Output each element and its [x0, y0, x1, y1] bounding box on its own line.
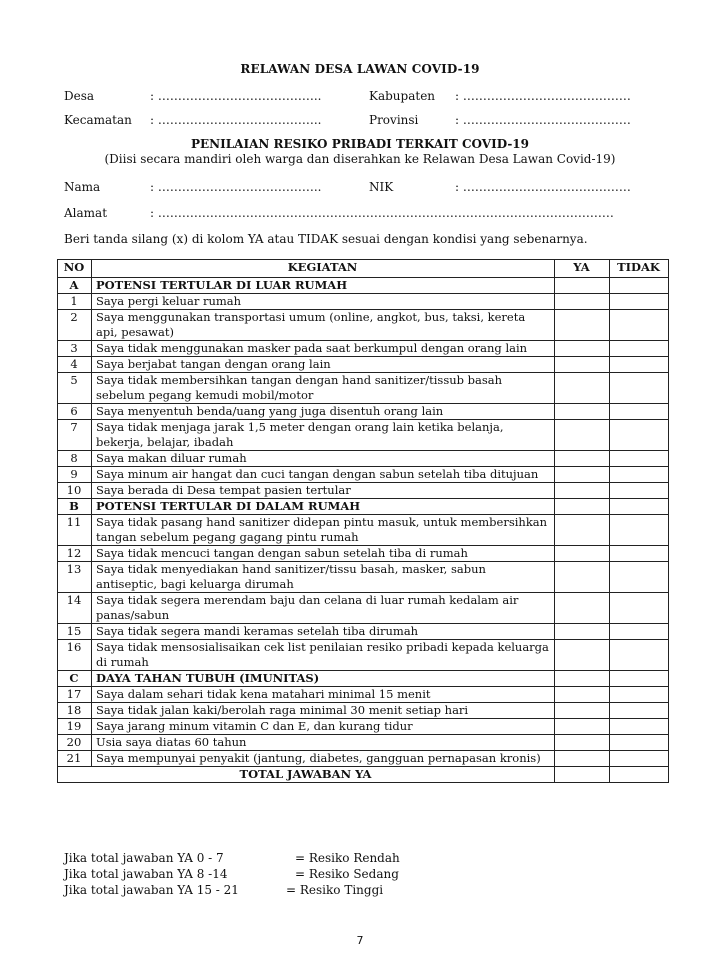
total-ya-cell[interactable]: [555, 767, 610, 783]
ya-checkbox-cell[interactable]: [555, 562, 610, 593]
row-activity-text: Saya tidak pasang hand sanitizer didepan pintu masuk, untuk membersihkan tangan sebelum pegang gagang pintu rumah: [92, 515, 555, 546]
row-activity-text: Usia saya diatas 60 tahun: [92, 735, 555, 751]
row-number: 19: [58, 719, 92, 735]
tidak-checkbox-cell[interactable]: [610, 483, 669, 499]
ya-checkbox-cell[interactable]: [555, 451, 610, 467]
tidak-checkbox-cell[interactable]: [610, 515, 669, 546]
tidak-checkbox-cell[interactable]: [610, 751, 669, 767]
page-number: 7: [356, 934, 364, 947]
table-row: [58, 624, 669, 640]
row-activity-text: Saya tidak mensosialisaikan cek list penilaian resiko pribadi kepada keluarga di rumah: [92, 640, 555, 671]
row-number: 10: [58, 483, 92, 499]
ya-checkbox-cell[interactable]: [555, 341, 610, 357]
tidak-checkbox-cell[interactable]: [610, 562, 669, 593]
row-number: 7: [58, 420, 92, 451]
row-number: 11: [58, 515, 92, 546]
row-activity-text: Saya tidak menjaga jarak 1,5 meter dengan orang lain ketika belanja, bekerja, belajar, ibadah: [92, 420, 555, 451]
table-row: [58, 467, 669, 483]
row-activity-text: Saya pergi keluar rumah: [92, 294, 555, 310]
ya-checkbox-cell[interactable]: [555, 420, 610, 451]
col-header-tidak: TIDAK: [610, 260, 669, 278]
total-label: TOTAL JAWABAN YA: [58, 767, 555, 783]
col-header-ya: YA: [555, 260, 610, 278]
ya-checkbox-cell[interactable]: [555, 640, 610, 671]
ya-checkbox-cell[interactable]: [555, 310, 610, 341]
table-row: [58, 294, 669, 310]
desa-field[interactable]: : …………………………………..: [150, 89, 322, 103]
row-activity-text: Saya berada di Desa tempat pasien tertular: [92, 483, 555, 499]
tidak-checkbox-cell[interactable]: [610, 294, 669, 310]
ya-checkbox-cell[interactable]: [555, 593, 610, 624]
nik-field[interactable]: : ……………………………………: [455, 180, 631, 194]
row-number: 6: [58, 404, 92, 420]
legend-result: = Resiko Rendah: [295, 851, 400, 865]
tidak-checkbox-cell[interactable]: [610, 310, 669, 341]
row-activity-text: Saya tidak menyediakan hand sanitizer/tissu basah, masker, sabun antiseptic, bagi keluarga dirumah: [92, 562, 555, 593]
row-activity-text: Saya makan diluar rumah: [92, 451, 555, 467]
table-row: [58, 483, 669, 499]
table-row: [58, 640, 669, 671]
tidak-checkbox-cell[interactable]: [610, 467, 669, 483]
ya-checkbox-cell[interactable]: [555, 483, 610, 499]
table-row: [58, 420, 669, 451]
section-code: C: [58, 671, 92, 687]
legend-result: = Resiko Sedang: [295, 867, 399, 881]
row-number: 3: [58, 341, 92, 357]
row-activity-text: Saya tidak menggunakan masker pada saat berkumpul dengan orang lain: [92, 341, 555, 357]
legend-condition: Jika total jawaban YA 8 -14: [64, 867, 228, 881]
row-activity-text: Saya dalam sehari tidak kena matahari minimal 15 menit: [92, 687, 555, 703]
row-activity-text: Saya minum air hangat dan cuci tangan dengan sabun setelah tiba ditujuan: [92, 467, 555, 483]
tidak-checkbox-cell[interactable]: [610, 404, 669, 420]
row-number: 14: [58, 593, 92, 624]
ya-checkbox-cell[interactable]: [555, 719, 610, 735]
table-row: [58, 593, 669, 624]
row-number: 5: [58, 373, 92, 404]
legend-line: [64, 867, 399, 881]
row-activity-text: Saya tidak membersihkan tangan dengan hand sanitizer/tissub basah sebelum pegang kemudi mobil/motor: [92, 373, 555, 404]
legend-result: = Resiko Tinggi: [286, 883, 384, 897]
col-header-no: NO: [58, 260, 92, 278]
row-number: 15: [58, 624, 92, 640]
row-activity-text: Saya tidak jalan kaki/berolah raga minimal 30 menit setiap hari: [92, 703, 555, 719]
row-activity-text: Saya tidak segera merendam baju dan celana di luar rumah kedalam air panas/sabun: [92, 593, 555, 624]
alamat-row: [0, 206, 720, 222]
nik-label: NIK: [369, 180, 394, 194]
tidak-checkbox-cell[interactable]: [610, 420, 669, 451]
table-row: [58, 404, 669, 420]
row-number: 1: [58, 294, 92, 310]
kecamatan-provinsi-row: [0, 113, 720, 129]
section-ya-cell: [555, 499, 610, 515]
legend-line: [64, 883, 384, 897]
legend-condition: Jika total jawaban YA 0 - 7: [64, 851, 224, 865]
table-row: [58, 751, 669, 767]
legend-line: [64, 851, 400, 865]
provinsi-field[interactable]: : ……………………………………: [455, 113, 631, 127]
row-number: 4: [58, 357, 92, 373]
ya-checkbox-cell[interactable]: [555, 687, 610, 703]
row-activity-text: Saya tidak segera mandi keramas setelah tiba dirumah: [92, 624, 555, 640]
row-activity-text: Saya mempunyai penyakit (jantung, diabetes, gangguan pernapasan kronis): [92, 751, 555, 767]
row-activity-text: Saya berjabat tangan dengan orang lain: [92, 357, 555, 373]
ya-checkbox-cell[interactable]: [555, 357, 610, 373]
ya-checkbox-cell[interactable]: [555, 751, 610, 767]
table-row: [58, 562, 669, 593]
ya-checkbox-cell[interactable]: [555, 294, 610, 310]
kabupaten-label: Kabupaten: [369, 89, 436, 103]
table-header-row: [58, 260, 669, 278]
total-tidak-cell[interactable]: [610, 767, 669, 783]
table-row: [58, 357, 669, 373]
tidak-checkbox-cell[interactable]: [610, 735, 669, 751]
section-title: POTENSI TERTULAR DI DALAM RUMAH: [92, 499, 555, 515]
section-ya-cell: [555, 671, 610, 687]
col-header-kegiatan: KEGIATAN: [92, 260, 555, 278]
table-row: [58, 451, 669, 467]
section-code: B: [58, 499, 92, 515]
kecamatan-field[interactable]: : …………………………………..: [150, 113, 322, 127]
row-number: 20: [58, 735, 92, 751]
ya-checkbox-cell[interactable]: [555, 703, 610, 719]
table-row: [58, 719, 669, 735]
instruction-text: Beri tanda silang (x) di kolom YA atau TIDAK sesuai dengan kondisi yang sebenarnya.: [64, 232, 588, 246]
section-title: DAYA TAHAN TUBUH (IMUNITAS): [92, 671, 555, 687]
section-ya-cell: [555, 278, 610, 294]
ya-checkbox-cell[interactable]: [555, 546, 610, 562]
alamat-field[interactable]: : ……………………………………………………………………………………………………: [150, 206, 614, 220]
document-title: RELAWAN DESA LAWAN COVID-19: [240, 62, 480, 76]
nama-nik-row: [0, 180, 720, 196]
tidak-checkbox-cell[interactable]: [610, 451, 669, 467]
row-number: 16: [58, 640, 92, 671]
section-row: [58, 278, 669, 294]
ya-checkbox-cell[interactable]: [555, 624, 610, 640]
tidak-checkbox-cell[interactable]: [610, 546, 669, 562]
tidak-checkbox-cell[interactable]: [610, 624, 669, 640]
section-tidak-cell: [610, 671, 669, 687]
row-number: 21: [58, 751, 92, 767]
tidak-checkbox-cell[interactable]: [610, 341, 669, 357]
kabupaten-field[interactable]: : ……………………………………: [455, 89, 631, 103]
row-number: 12: [58, 546, 92, 562]
row-activity-text: Saya menyentuh benda/uang yang juga disentuh orang lain: [92, 404, 555, 420]
form-title: PENILAIAN RESIKO PRIBADI TERKAIT COVID-19: [190, 137, 529, 151]
alamat-label: Alamat: [64, 206, 108, 220]
row-activity-text: Saya jarang minum vitamin C dan E, dan kurang tidur: [92, 719, 555, 735]
tidak-checkbox-cell[interactable]: [610, 357, 669, 373]
section-title: POTENSI TERTULAR DI LUAR RUMAH: [92, 278, 555, 294]
tidak-checkbox-cell[interactable]: [610, 640, 669, 671]
provinsi-label: Provinsi: [369, 113, 419, 127]
section-code: A: [58, 278, 92, 294]
total-row: [58, 767, 669, 783]
desa-kabupaten-row: [0, 89, 720, 105]
row-activity-text: Saya tidak mencuci tangan dengan sabun setelah tiba di rumah: [92, 546, 555, 562]
tidak-checkbox-cell[interactable]: [610, 373, 669, 404]
tidak-checkbox-cell[interactable]: [610, 719, 669, 735]
nama-label: Nama: [64, 180, 101, 194]
table-row: [58, 310, 669, 341]
table-row: [58, 703, 669, 719]
ya-checkbox-cell[interactable]: [555, 373, 610, 404]
table-row: [58, 687, 669, 703]
desa-label: Desa: [64, 89, 95, 103]
ya-checkbox-cell[interactable]: [555, 735, 610, 751]
assessment-table: [57, 259, 669, 783]
ya-checkbox-cell[interactable]: [555, 467, 610, 483]
legend-condition: Jika total jawaban YA 15 - 21: [64, 883, 239, 897]
section-row: [58, 671, 669, 687]
row-number: 13: [58, 562, 92, 593]
table-row: [58, 373, 669, 404]
ya-checkbox-cell[interactable]: [555, 515, 610, 546]
tidak-checkbox-cell[interactable]: [610, 703, 669, 719]
table-row: [58, 546, 669, 562]
nama-field[interactable]: : …………………………………..: [150, 180, 322, 194]
table-row: [58, 735, 669, 751]
table-body: [58, 278, 669, 767]
table-row: [58, 341, 669, 357]
tidak-checkbox-cell[interactable]: [610, 687, 669, 703]
section-row: [58, 499, 669, 515]
row-activity-text: Saya menggunakan transportasi umum (online, angkot, bus, taksi, kereta api, pesawat): [92, 310, 555, 341]
section-tidak-cell: [610, 278, 669, 294]
row-number: 9: [58, 467, 92, 483]
row-number: 18: [58, 703, 92, 719]
form-subtitle: (Diisi secara mandiri oleh warga dan diserahkan ke Relawan Desa Lawan Covid-19): [104, 152, 616, 166]
section-tidak-cell: [610, 499, 669, 515]
table-row: [58, 515, 669, 546]
row-number: 2: [58, 310, 92, 341]
tidak-checkbox-cell[interactable]: [610, 593, 669, 624]
row-number: 8: [58, 451, 92, 467]
kecamatan-label: Kecamatan: [64, 113, 132, 127]
row-number: 17: [58, 687, 92, 703]
ya-checkbox-cell[interactable]: [555, 404, 610, 420]
